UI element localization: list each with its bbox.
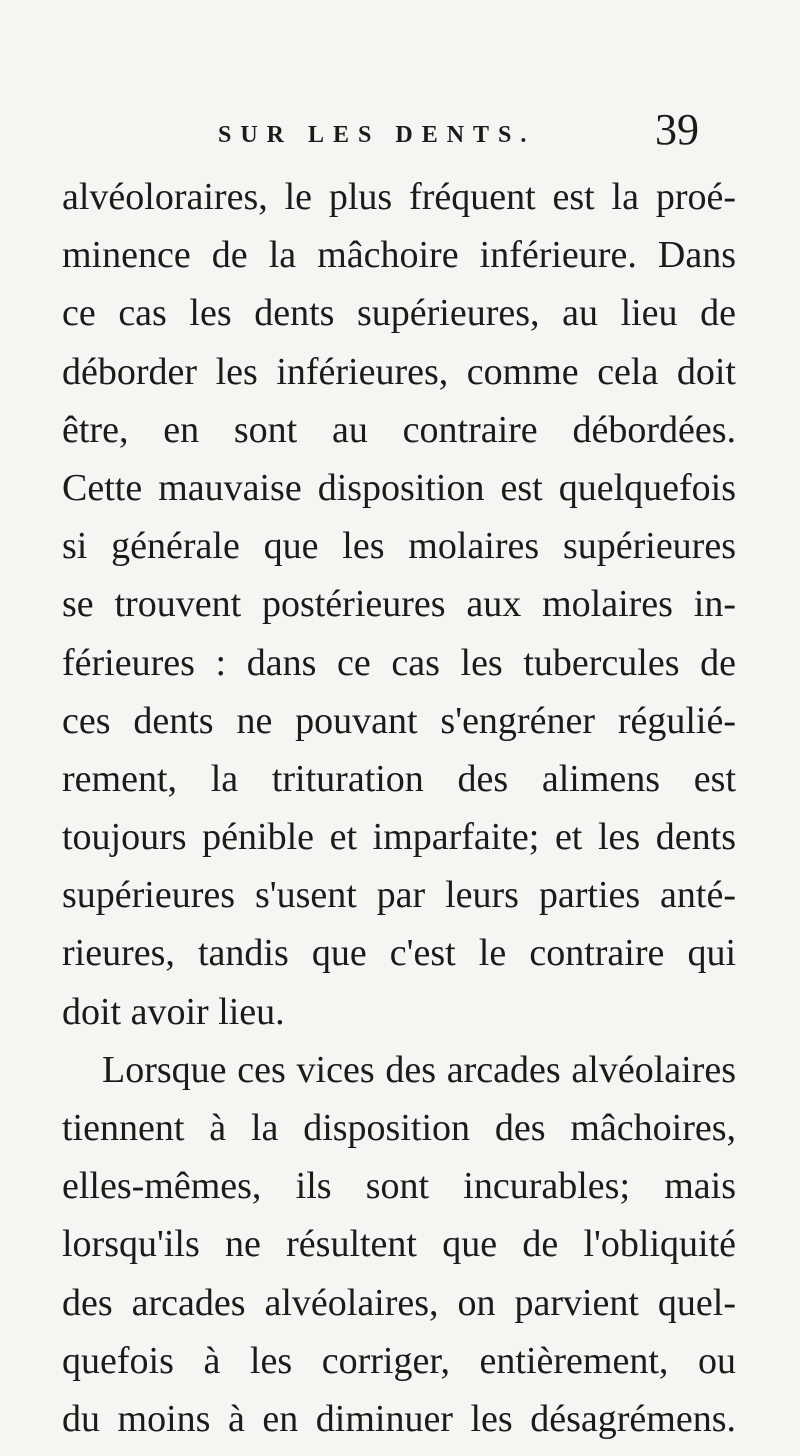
- text-line: doit avoir lieu.: [62, 990, 285, 1033]
- text-line: du moins à en diminuer les désagrémens.: [62, 1397, 736, 1440]
- paragraph-1: [62, 168, 736, 1041]
- text-line: si générale que les molaires supérieures: [62, 525, 736, 568]
- text-line: Cette mauvaise disposition est quelquefois: [62, 466, 736, 509]
- body-text: [62, 168, 736, 1448]
- text-line: être, en sont au contraire débordées.: [62, 408, 736, 451]
- text-line: tiennent à la disposition des mâchoires,: [62, 1107, 736, 1149]
- text-line: déborder les inférieures, comme cela doit: [62, 350, 736, 393]
- text-line: toujours pénible et imparfaite; et les dents: [62, 816, 736, 859]
- text-line: rieures, tandis que c'est le contraire qui: [62, 932, 736, 975]
- text-line: ce cas les dents supérieures, au lieu de: [62, 292, 736, 335]
- running-head: SUR LES DENTS.: [218, 122, 536, 148]
- text-line: supérieures s'usent par leurs parties anté-: [62, 874, 736, 917]
- text-line: lorsqu'ils ne résultent que de l'obliquité: [62, 1223, 736, 1266]
- text-line: rement, la trituration des alimens est: [62, 757, 736, 800]
- text-line: alvéoloraires, le plus fréquent est la proé-: [62, 176, 736, 218]
- text-line: elles-mêmes, ils sont incurables; mais: [62, 1165, 736, 1208]
- page-header: [0, 105, 800, 158]
- text-line: des arcades alvéolaires, on parvient quel-: [62, 1281, 736, 1324]
- paragraph-2: [62, 1041, 736, 1448]
- text-line: minence de la mâchoire inférieure. Dans: [62, 234, 736, 277]
- text-line: férieures : dans ce cas les tubercules de: [62, 641, 736, 684]
- text-line: quefois à les corriger, entièrement, ou: [62, 1339, 736, 1382]
- text-line: Lorsque ces vices des arcades alvéolaires: [102, 1048, 736, 1091]
- page-number: 39: [655, 105, 699, 154]
- text-line: se trouvent postérieures aux molaires in-: [62, 583, 736, 626]
- text-line: ces dents ne pouvant s'engréner régulié-: [62, 699, 736, 742]
